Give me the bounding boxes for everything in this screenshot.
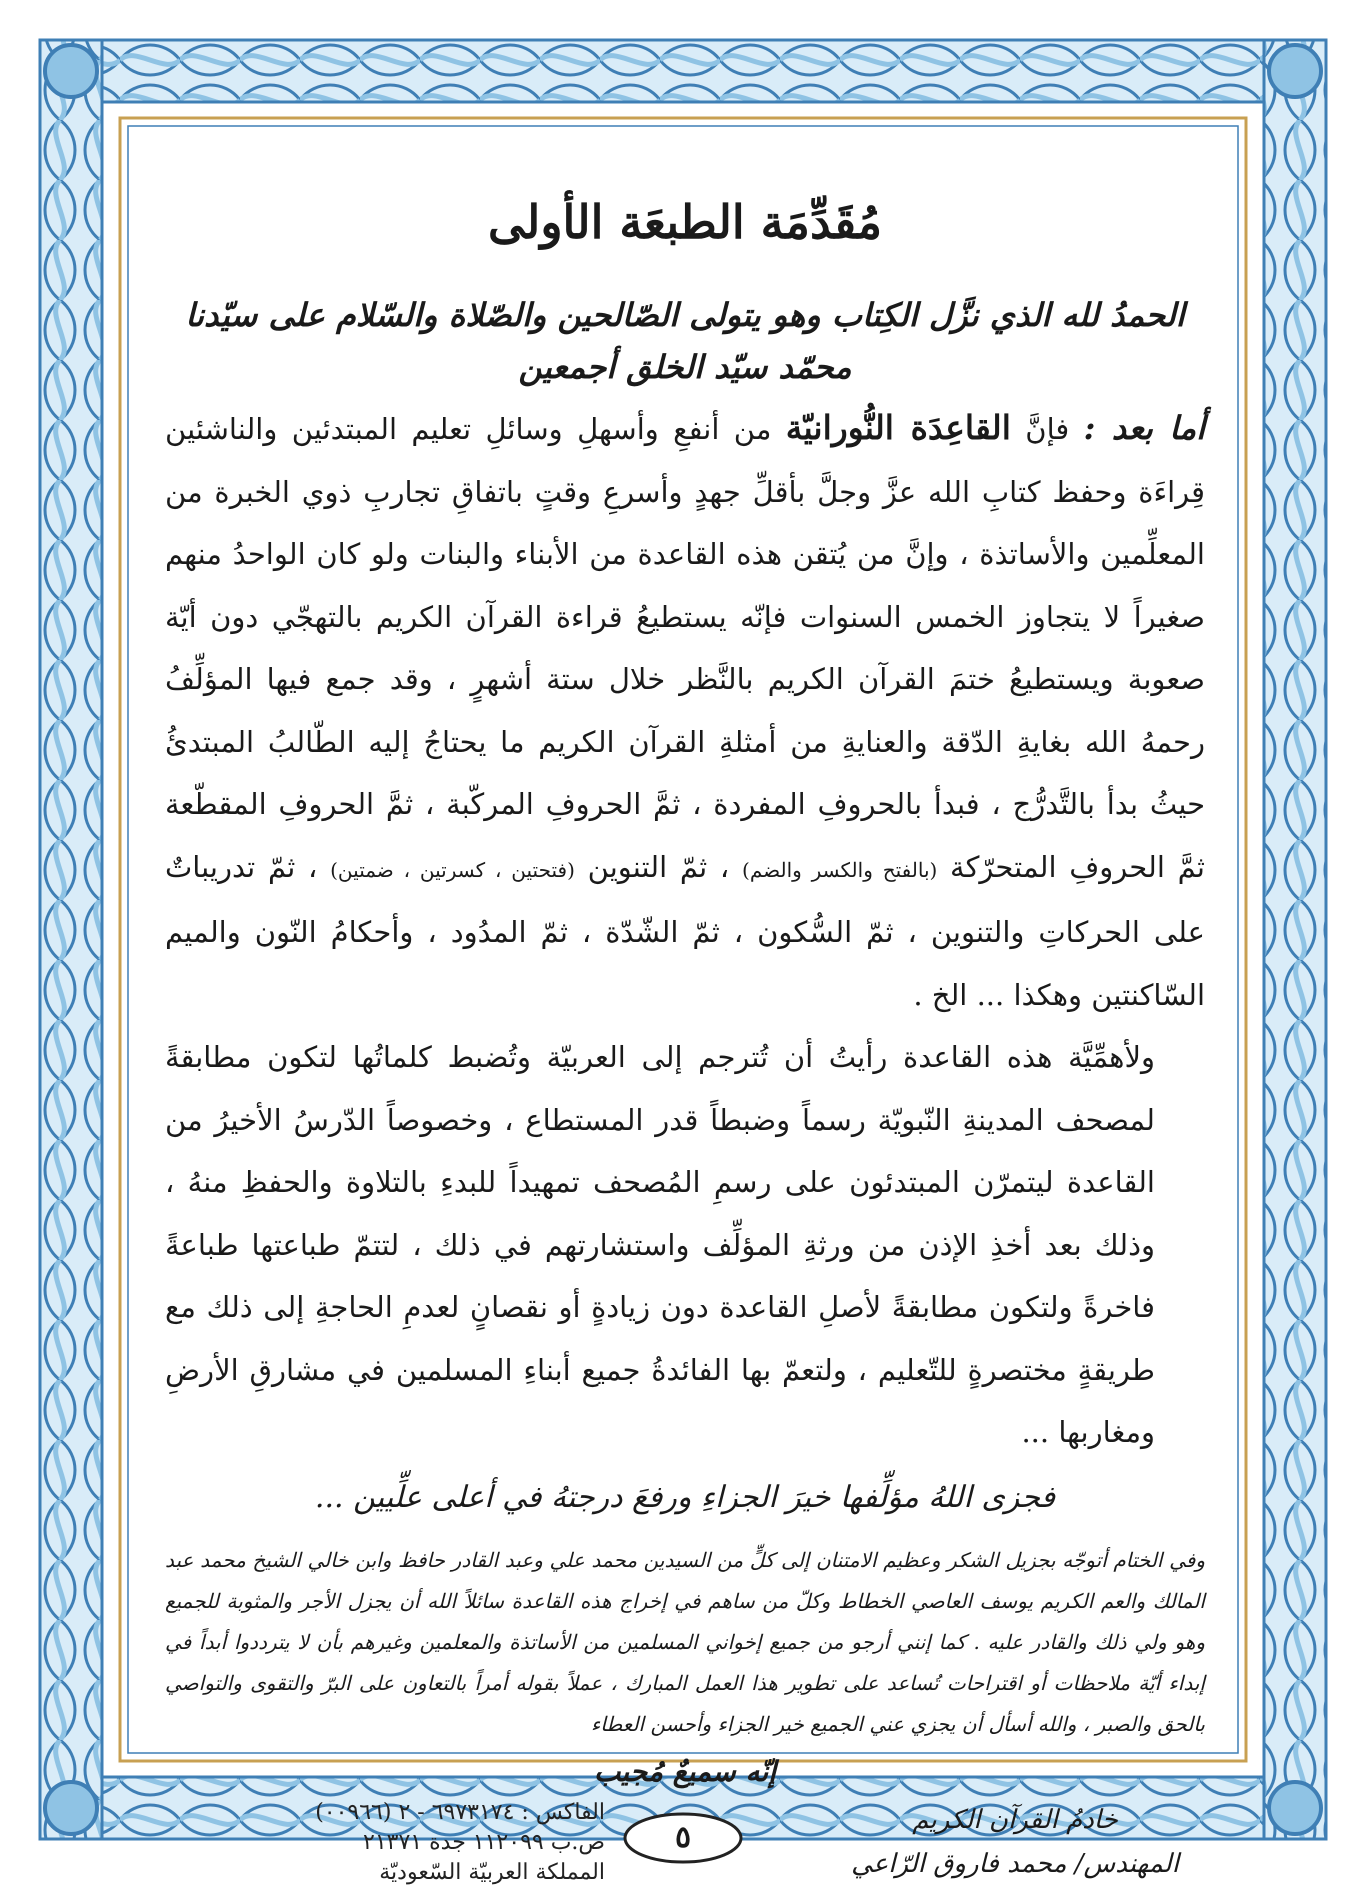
contact-block [165,1798,605,1888]
intro-pre: فإنَّ [1025,412,1070,446]
intro-text: من أنفعِ وأسهلِ وسائلِ تعليم المبتدئين والناشئين قِراءَة وحفظ كتابِ الله عزَّ وجلَّ بأقلِّ جهدٍ وأسرعِ وقتٍ باتفاقِ تجاربِ ذوي الخبرة من المعلِّمين والأساتذة ، وإنَّ من يُتقن هذه القاعدة من الأبناء والبنات ولو كان الواحدُ منهم صغيراً لا يتجاوز الخمس السنوات فإنّه يستطيعُ قراءة القرآن الكريم بالتهجّي دون أيّة صعوبة ويستطيعُ ختمَ القرآن الكريم بالنَّظر خلال ستة أشهرٍ ، وقد جمع فيها المؤلِّفُ رحمهُ الله بغايةِ الدّقة والعنايةِ من أمثلةِ القرآن الكريم ما يحتاجُ إليه الطّالبُ المبتدئُ حيثُ بدأ بالتَّدرُّج ، فبدأ بالحروفِ المفردة ، ثمَّ الحروفِ المركّبة ، ثمَّ الحروفِ المقطّعة ثمَّ الحروفِ المتحرّكة [165,412,1205,884]
signature-title: خادمُ القرآن الكريم [912,1804,1118,1835]
intro-end: ، ثمّ تدريباتٌ على الحركاتِ والتنوين ، ثمّ السُّكون ، ثمّ الشّدّة ، ثمّ المدُود ، وأحكامُ النّون والميم السّاكنتين وهكذا ... الخ . [165,849,1205,1012]
opening-line: الحمدُ لله الذي نزَّل الكِتاب وهو يتولى الصّالحين والصّلاة والسّلام على سيّدنا محمّد سيّد الخلق أجمعين [185,296,1185,386]
page-number: ٥ [674,1820,692,1855]
intro-paren-2: (فتحتين ، كسرتين ، ضمتين) [330,857,575,882]
paragraph-intro [165,397,1205,1026]
dua-line: إنّه سميعٌ مُجيب [593,1754,777,1788]
content-area [165,175,1206,1885]
contact-pobox: ص.ب ١١٢٠٩٩ جدة ٢١٣٧١ [363,1829,605,1855]
signature-block [825,1798,1205,1886]
intro-mid: ، ثمّ التنوين [587,849,730,884]
prayer-line: فجزى اللهُ مؤلِّفها خيرَ الجزاءِ ورفعَ درجتهُ في أعلى علِّيين ... [314,1479,1056,1515]
intro-lead: أما بعد : [1083,409,1206,447]
signature-name: المهندس/ محمد فاروق الرّاعي [851,1848,1179,1879]
book-name: القاعِدَة النُّورانيّة [785,408,1011,447]
intro-paren-1: (بالفتح والكسر والضم) [742,857,938,882]
closing-paragraph: وفي الختام أتوجّه بجزيل الشكر وعظيم الامتنان إلى كلٍّ من السيدين محمد علي وعبد القادر حافظ وابن خالي الشيخ محمد عبد المالك والعم الكريم يوسف العاصي الخطاط وكلّ من ساهم في إخراج هذه القاعدة سائلاً الله أن يجزل الأجر والمثوبة للجميع وهو ولي ذلك والقادر عليه . كما إنني أرجو من جميع إخواني المسلمين من الأساتذة والمعلمين وغيرهم بأن لا يترددوا أبداً في إبداء أيّة ملاحظات أو اقتراحات تُساعد على تطوير هذا العمل المبارك ، عملاً بقوله أمراً بالتعاون على البرّ والتقوى والتواصي بالحق والصبر ، والله أسأل أن يجزي عني الجميع خير الجزاء وأحسن العطاء [165,1547,1205,1736]
paragraph-importance: ولأهمِّيَّة هذه القاعدة رأيتُ أن تُترجم إلى العربيّة وتُضبط كلماتُها لتكون مطابقةً لمصحف المدينةِ النّبويّة رسماً وضبطاً قدر المستطاع ، وخصوصاً الدّرسُ الأخيرُ من القاعدة ليتمرّن المبتدئون على رسمِ المُصحف تمهيداً للبدءِ بالتلاوة والحفظِ منهُ ، وذلك بعد أخذِ الإذن من ورثةِ المؤلِّف واستشارتهم في ذلك ، لتتمّ طباعتها طباعةً فاخرةً ولتكون مطابقةً لأصلِ القاعدة دون زيادةٍ أو نقصانٍ لعدمِ الحاجةِ إلى ذلك مع طريقةٍ مختصرةٍ للتّعليم ، ولتعمّ بها الفائدةُ جميع أبناءِ المسلمين في مشارقِ الأرضِ ومغاربها ... [165,1040,1155,1449]
contact-fax: الفاكس : ٦٩٧٣١٧٤ - ٢ (٠٠٩٦٦) [315,1799,605,1825]
contact-country: المملكة العربيّة السّعوديّة [379,1859,605,1885]
page-title: مُقَدِّمَة الطبعَة الأولى [487,195,883,249]
